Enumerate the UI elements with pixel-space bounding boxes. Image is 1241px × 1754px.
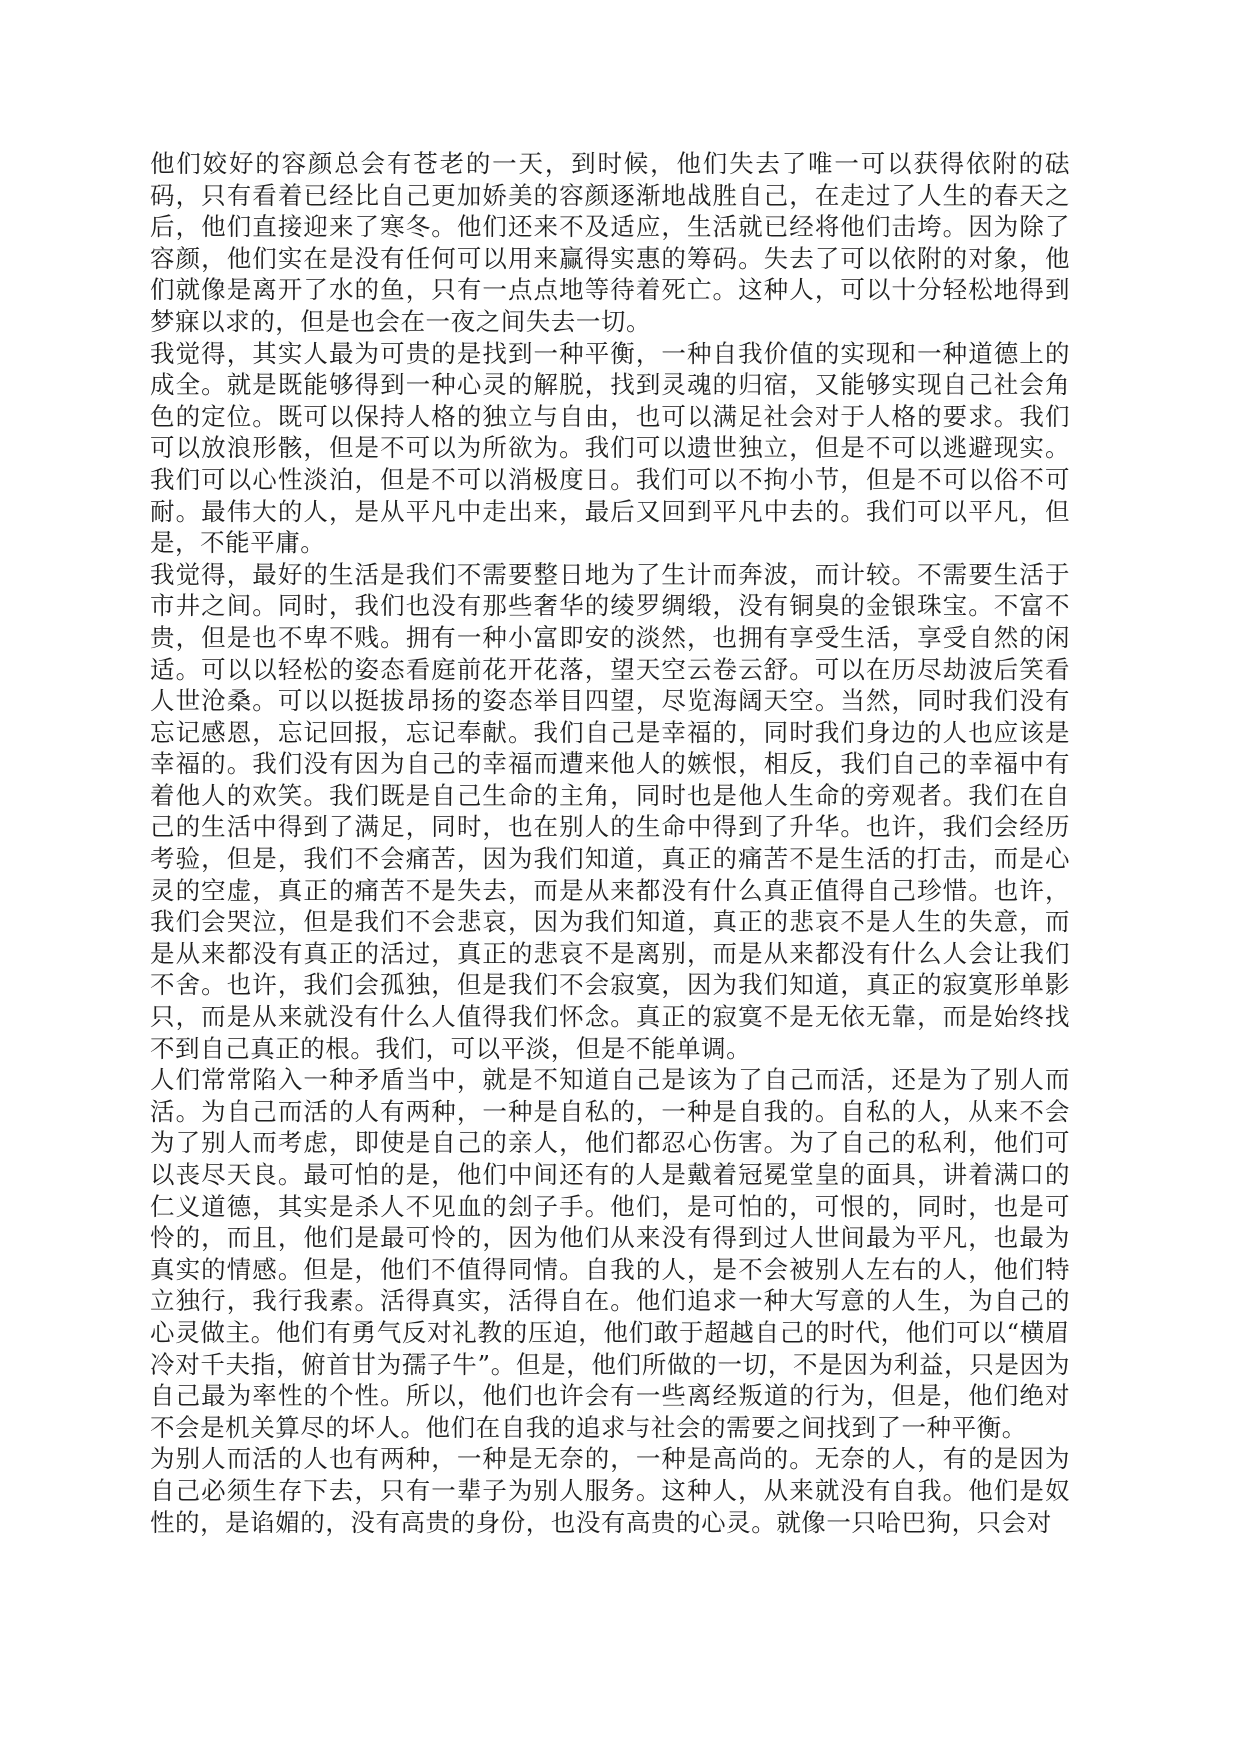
paragraph-2: 我觉得，其实人最为可贵的是找到一种平衡，一种自我价值的实现和一种道德上的成全。就是既能够得到一种心灵的解脱，找到灵魂的归宿，又能够实现自己社会角色的定位。既可以保持人格的独立与自由，也可以满足社会对于人格的要求。我们可以放浪形骸，但是不可以为所欲为。我们可以遗世独立，但是不可以逃避现实。我们可以心性淡泊，但是不可以消极度日。我们可以不拘小节，但是不可以俗不可耐。最伟大的人，是从平凡中走出来，最后又回到平凡中去的。我们可以平凡，但是，不能平庸。: [150, 338, 1070, 558]
document-page: [150, 148, 1070, 1538]
paragraph-4: 人们常常陷入一种矛盾当中，就是不知道自己是该为了自己而活，还是为了别人而活。为自己而活的人有两种，一种是自私的，一种是自我的。自私的人，从来不会为了别人而考虑，即使是自己的亲人，他们都忍心伤害。为了自己的私利，他们可以丧尽天良。最可怕的是，他们中间还有的人是戴着冠冕堂皇的面具，讲着满口的仁义道德，其实是杀人不见血的刽子手。他们，是可怕的，可恨的，同时，也是可怜的，而且，他们是最可怜的，因为他们从来没有得到过人世间最为平凡，也最为真实的情感。但是，他们不值得同情。自我的人，是不会被别人左右的人，他们特立独行，我行我素。活得真实，活得自在。他们追求一种大写意的人生，为自己的心灵做主。他们有勇气反对礼教的压迫，他们敢于超越自己的时代，他们可以“横眉冷对千夫指，俯首甘为孺子牛”。但是，他们所做的一切，不是因为利益，只是因为自己最为率性的个性。所以，他们也许会有一些离经叛道的行为，但是，他们绝对不会是机关算尽的坏人。他们在自我的追求与社会的需要之间找到了一种平衡。: [150, 1065, 1070, 1442]
paragraph-1: 他们姣好的容颜总会有苍老的一天，到时候，他们失去了唯一可以获得依附的砝码，只有看着已经比自己更加娇美的容颜逐渐地战胜自己，在走过了人生的春天之后，他们直接迎来了寒冬。他们还来不及适应，生活就已经将他们击垮。因为除了容颜，他们实在是没有任何可以用来赢得实惠的筹码。失去了可以依附的对象，他们就像是离开了水的鱼，只有一点点地等待着死亡。这种人，可以十分轻松地得到梦寐以求的，但是也会在一夜之间失去一切。: [150, 149, 1070, 336]
paragraph-3: 我觉得，最好的生活是我们不需要整日地为了生计而奔波，而计较。不需要生活于市井之间。同时，我们也没有那些奢华的绫罗绸缎，没有铜臭的金银珠宝。不富不贵，但是也不卑不贱。拥有一种小富即安的淡然，也拥有享受生活，享受自然的闲适。可以以轻松的姿态看庭前花开花落，望天空云卷云舒。可以在历尽劫波后笑看人世沧桑。可以以挺拔昂扬的姿态举目四望，尽览海阔天空。当然，同时我们没有忘记感恩，忘记回报，忘记奉献。我们自己是幸福的，同时我们身边的人也应该是幸福的。我们没有因为自己的幸福而遭来他人的嫉恨，相反，我们自己的幸福中有着他人的欢笑。我们既是自己生命的主角，同时也是他人生命的旁观者。我们在自己的生活中得到了满足，同时，也在别人的生命中得到了升华。也许，我们会经历考验，但是，我们不会痛苦，因为我们知道，真正的痛苦不是生活的打击，而是心灵的空虚，真正的痛苦不是失去，而是从来都没有什么真正值得自己珍惜。也许，我们会哭泣，但是我们不会悲哀，因为我们知道，真正的悲哀不是人生的失意，而是从来都没有真正的活过，真正的悲哀不是离别，而是从来都没有什么人会让我们不舍。也许，我们会孤独，但是我们不会寂寞，因为我们知道，真正的寂寞形单影只，而是从来就没有什么人值得我们怀念。真正的寂寞不是无依无靠，而是始终找不到自己真正的根。我们，可以平淡，但是不能单调。: [150, 559, 1070, 1063]
paragraph-5: 为别人而活的人也有两种，一种是无奈的，一种是高尚的。无奈的人，有的是因为自己必须生存下去，只有一辈子为别人服务。这种人，从来就没有自我。他们是奴性的，是谄媚的，没有高贵的身份，也没有高贵的心灵。就像一只哈巴狗，只会对: [150, 1444, 1070, 1537]
